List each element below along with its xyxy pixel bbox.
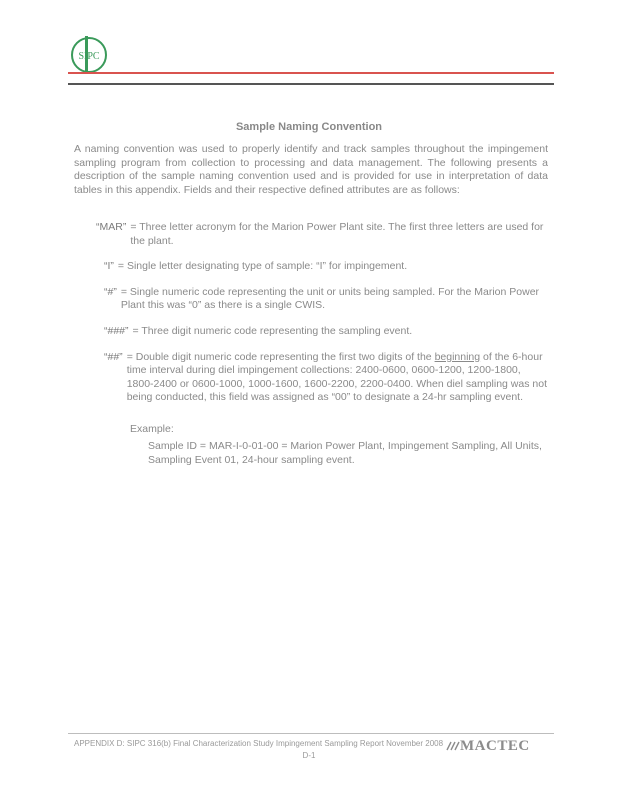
definition-key: “MAR” bbox=[96, 221, 127, 233]
mactec-brand: MACTEC bbox=[460, 738, 530, 754]
example-text: Sample ID = MAR-I-0-01-00 = Marion Power Plant, Impingement Sampling, All Units, Sampling Event 01, 24-hour sampling event. bbox=[148, 440, 542, 466]
definition-item bbox=[104, 325, 550, 339]
definition-text: = Single letter designating type of sample: “I” for impingement. bbox=[117, 260, 408, 273]
svg-text:SIPC: SIPC bbox=[78, 51, 100, 62]
definition-key: “##” bbox=[104, 350, 123, 363]
definitions-list bbox=[96, 221, 550, 417]
definition-key: “I” bbox=[104, 260, 114, 273]
page-title: Sample Naming Convention bbox=[235, 121, 383, 133]
definition-text-after: of the 6-hour time interval during diel impingement collections: 2400-0600, 0600-1200, 1200-1800, 1800-2400 or 0600-1000, 1000-1600, 1600-2200, 2200-0400. When diel sampling was not being conducted, this field was assigned as “00” to designate a 24-hr sampling event. bbox=[126, 350, 547, 404]
definition-text bbox=[123, 351, 550, 405]
page-number: D-1 bbox=[302, 751, 316, 760]
definition-item bbox=[104, 286, 550, 313]
definition-key: “###” bbox=[104, 324, 129, 337]
intro-paragraph: A naming convention was used to properly identify and track samples throughout the impingement sampling program from collection to processing and data management. The following presents a description of the sample naming convention used and is provided for use in interpretation of data tables in this appendix. Fields and their respective defined attributes are as follows: bbox=[74, 143, 548, 196]
definition-item bbox=[104, 351, 550, 405]
definition-text: = Three letter acronym for the Marion Power Plant site. The first three letters are used for the plant. bbox=[130, 221, 544, 247]
definition-text-before: = Double digit numeric code representing the first two digits of the bbox=[126, 350, 435, 363]
definition-item bbox=[104, 260, 550, 274]
header-rule-red bbox=[68, 72, 554, 74]
definition-item bbox=[96, 221, 550, 248]
mactec-logo-icon bbox=[446, 741, 460, 751]
definition-text: = Three digit numeric code representing the sampling event. bbox=[132, 324, 413, 337]
example-label: Example: bbox=[130, 423, 174, 435]
underlined-term: beginning bbox=[434, 350, 481, 363]
sipc-logo bbox=[68, 34, 110, 76]
header-rule-gray bbox=[68, 83, 554, 85]
footer-rule bbox=[68, 733, 554, 734]
definition-text: = Single numeric code representing the unit or units being sampled. For the Marion Power Plant this was “0” as there is a single CWIS. bbox=[120, 285, 540, 312]
footer-text: APPENDIX D: SIPC 316(b) Final Characterization Study Impingement Sampling Report November 2008 bbox=[74, 739, 444, 748]
definition-key: “#” bbox=[104, 285, 117, 298]
